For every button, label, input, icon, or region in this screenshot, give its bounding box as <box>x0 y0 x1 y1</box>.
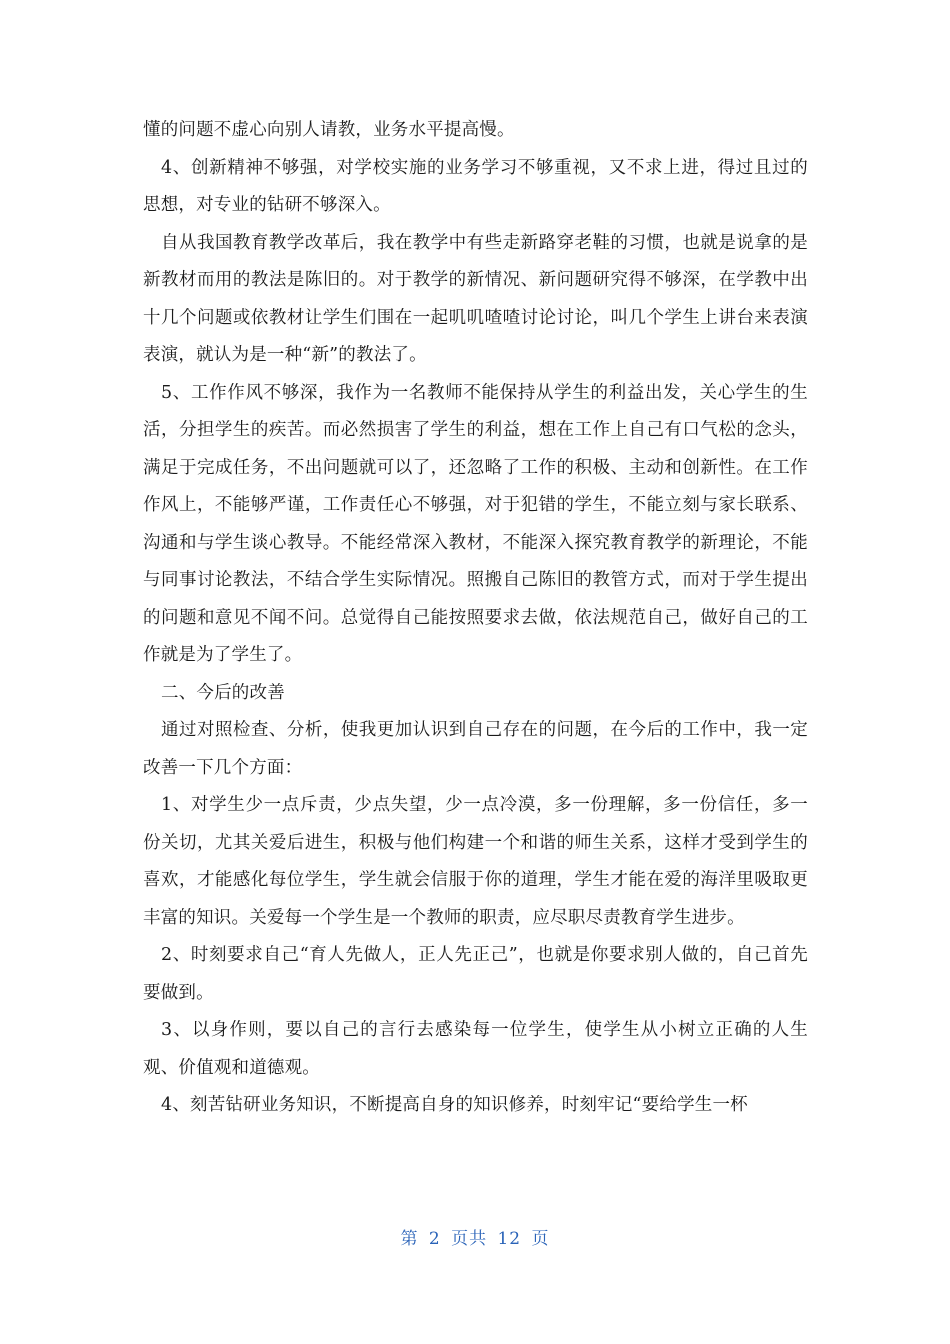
paragraph-2: 4、创新精神不够强，对学校实施的业务学习不够重视，又不求上进，得过且过的思想，对专业的钻研不够深入。 <box>143 157 808 215</box>
paragraph-6: 1、对学生少一点斥责，少点失望，少一点冷漠，多一份理解，多一份信任，多一份关切，尤其关爱后进生，积极与他们构建一个和谐的师生关系，这样才受到学生的喜欢，才能感化每位学生，学生就会信服于你的道理，学生才能在爱的海洋里吸取更丰富的知识。关爱每一个学生是一个教师的职责，应尽职尽责教育学生进步。 <box>143 795 808 928</box>
section-heading: 二、今后的改善 <box>161 682 285 703</box>
paragraph-1: 懂的问题不虚心向别人请教，业务水平提高慢。 <box>143 120 515 140</box>
page-number-footer: 第 2 页共 12 页 <box>400 1229 550 1249</box>
paragraph-5: 通过对照检查、分析，使我更加认识到自己存在的问题，在今后的工作中，我一定改善一下几个方面： <box>143 720 808 778</box>
paragraph-7: 2、时刻要求自己“育人先做人，正人先正己”，也就是你要求别人做的，自己首先要做到。 <box>143 945 808 1003</box>
paragraph-8: 3、以身作则，要以自己的言行去感染每一位学生，使学生从小树立正确的人生观、价值观和道德观。 <box>143 1020 808 1078</box>
document-body <box>143 112 808 1125</box>
paragraph-9: 4、刻苦钻研业务知识，不断提高自身的知识修养，时刻牢记“要给学生一杯 <box>161 1095 748 1115</box>
paragraph-4: 5、工作作风不够深，我作为一名教师不能保持从学生的利益出发，关心学生的生活，分担学生的疾苦。而必然损害了学生的利益，想在工作上自己有口气松的念头，满足于完成任务，不出问题就可以了，还忽略了工作的积极、主动和创新性。在工作作风上，不能够严谨，工作责任心不够强，对于犯错的学生，不能立刻与家长联系、沟通和与学生谈心教导。不能经常深入教材，不能深入探究教育教学的新理论，不能与同事讨论教法，不结合学生实际情况。照搬自己陈旧的教管方式，而对于学生提出的问题和意见不闻不问。总觉得自己能按照要求去做，依法规范自己，做好自己的工作就是为了学生了。 <box>143 382 808 665</box>
paragraph-3: 自从我国教育教学改革后，我在教学中有些走新路穿老鞋的习惯，也就是说拿的是新教材而用的教法是陈旧的。对于教学的新情况、新问题研究得不够深，在学教中出十几个问题或依教材让学生们围在一起叽叽喳喳讨论讨论，叫几个学生上讲台来表演表演，就认为是一种“新”的教法了。 <box>143 232 808 365</box>
